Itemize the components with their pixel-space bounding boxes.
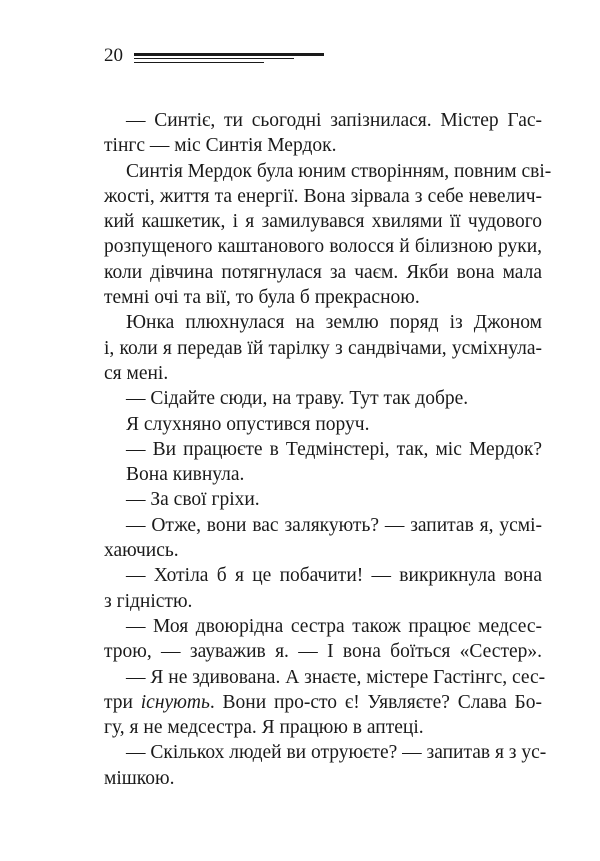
text-line: Юнка плюхнулася на землю поряд із Джоном xyxy=(126,312,542,334)
text-line: з гідністю. xyxy=(104,590,193,612)
text-line: — Сідайте сюди, на траву. Тут так добре. xyxy=(126,388,469,410)
text-line xyxy=(104,690,542,715)
text-line: ся мені. xyxy=(104,362,169,384)
text-line: — Моя двоюрідна сестра також працює медсес- xyxy=(126,615,542,637)
text-line: — Скількох людей ви отруюєте? — запитав я з ус- xyxy=(126,742,547,764)
text-line: Я слухняно опустився поруч. xyxy=(126,413,370,435)
text-line: кий кашкетик, і я замилувався хвилями її чудового xyxy=(104,211,542,233)
text-line: Синтія Мердок була юним створінням, повним сві- xyxy=(126,160,552,182)
page-number: 20 xyxy=(104,45,123,66)
header-rule-thinner xyxy=(134,62,264,63)
text-line: тінгс — міс Синтія Мердок. xyxy=(104,135,337,157)
text-line: — Хотіла б я це побачити! — викрикнула вона xyxy=(126,565,542,587)
page-header xyxy=(104,44,334,68)
text-line: трою, — зауважив я. — І вона боїться «Сестер». xyxy=(104,641,542,663)
text-line: — Отже, вони вас залякують? — запитав я, усмі- xyxy=(126,514,542,536)
text-line: гу, я не медсестра. Я працюю в аптеці. xyxy=(104,717,424,739)
text-line: — За свої гріхи. xyxy=(126,489,260,511)
header-rule-thick xyxy=(134,53,324,56)
text-line: — Ви працюєте в Тедмінстері, так, міс Мердок? xyxy=(126,438,542,460)
text-line: хаючись. xyxy=(104,540,179,562)
text-line: темні очі та вії, то була б прекрасною. xyxy=(104,287,420,309)
text-line: жості, життя та енергії. Вона зірвала з себе невелич- xyxy=(104,185,542,207)
text-line: розпущеного каштанового волосся й білизною руки, xyxy=(104,236,542,258)
text-run: три xyxy=(104,691,141,713)
text-line: мішкою. xyxy=(104,767,175,789)
text-line: Вона кивнула. xyxy=(126,464,245,486)
text-run: . Вони про-сто є! Уявляєте? Слава Бо- xyxy=(209,691,542,713)
header-rule-thin xyxy=(134,58,294,59)
text-line: — Синтіє, ти сьогодні запізнилася. Містер Гас- xyxy=(126,110,542,131)
body-text xyxy=(104,108,552,791)
text-line: коли дівчина потягнулася за чаєм. Якби вона мала xyxy=(104,261,542,283)
text-line: — Я не здивована. А знаєте, містере Гастінгс, сес- xyxy=(126,666,546,688)
text-line: і, коли я передав їй тарілку з сандвічами, усміхнула- xyxy=(104,337,542,359)
emphasis-text: існують xyxy=(140,691,210,713)
